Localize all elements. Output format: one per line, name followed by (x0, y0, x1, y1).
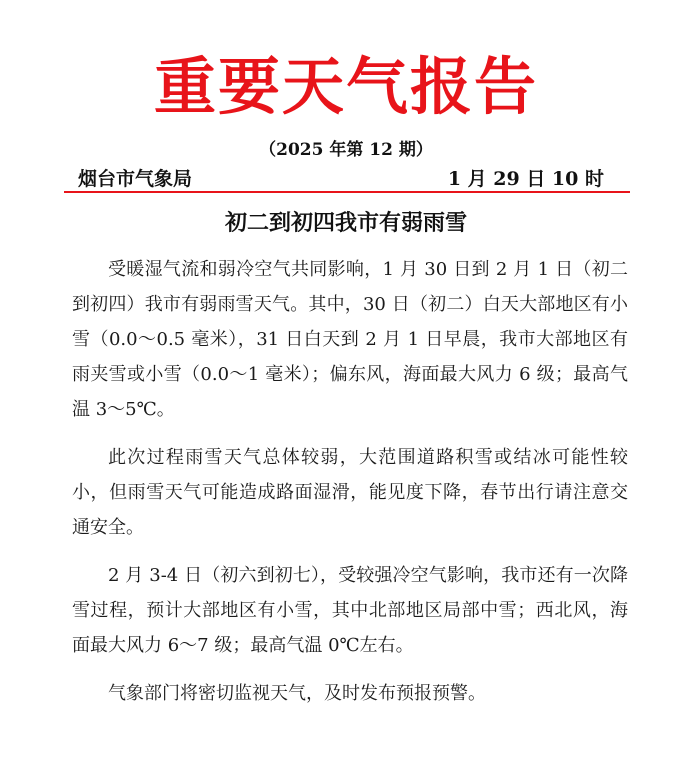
issue-number: （2025 年第 12 期） (259, 140, 433, 160)
report-body (72, 252, 628, 724)
report-banner-title: 重要天气报告 (153, 50, 538, 123)
issuing-agency: 烟台市气象局 (78, 168, 193, 190)
body-paragraph: 受暖湿气流和弱冷空气共同影响，1 月 30 日到 2 月 1 日（初二到初四）我市有弱雨雪天气。其中，30 日（初二）白天大部地区有小雪（0.0～0.5 毫米），31 日白天到 2 月 1 日早晨，我市大部地区有雨夹雪或小雪（0.0～1 毫米）；偏东风，海面最大风力 6 级；最高气温 3～5℃。 (72, 259, 628, 420)
body-paragraph: 气象部门将密切监视天气，及时发布预报预警。 (108, 683, 486, 704)
body-paragraph: 此次过程雨雪天气总体较弱，大范围道路积雪或结冰可能性较小，但雨雪天气可能造成路面湿滑，能见度下降，春节出行请注意交通安全。 (72, 447, 628, 538)
report-headline: 初二到初四我市有弱雨雪 (224, 211, 467, 236)
issued-time: 1 月 29 日 10 时 (447, 168, 604, 190)
body-paragraph: 2 月 3-4 日（初六到初七），受较强冷空气影响，我市还有一次降雪过程，预计大部地区有小雪，其中北部地区局部中雪；西北风，海面最大风力 6～7 级；最高气温 0℃左右。 (72, 565, 628, 656)
header-divider (64, 191, 630, 193)
